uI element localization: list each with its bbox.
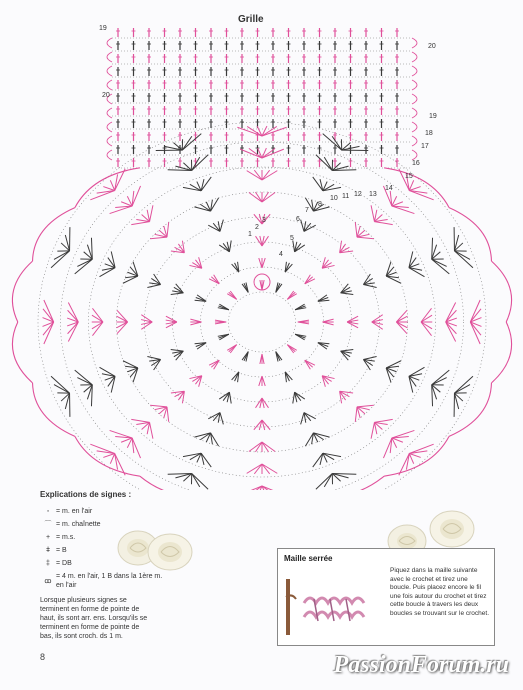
stitch-mark	[316, 155, 332, 171]
legend-item-picot: ꝏ = 4 m. en l'air, 1 B dans la 1ère m. en l'air	[40, 572, 270, 590]
scallop-edge	[33, 208, 75, 262]
hook-illustration	[284, 569, 384, 639]
stitch-mark	[107, 52, 112, 62]
stitch-mark	[254, 170, 262, 180]
stitch-mark	[301, 413, 304, 425]
stitch-mark	[357, 405, 374, 407]
stitch-mark	[412, 94, 417, 104]
row-number-label: 5	[290, 235, 294, 242]
stitch-mark	[117, 310, 128, 322]
stitch-mark	[262, 442, 275, 451]
scallop-edge	[140, 476, 220, 490]
stitch-mark	[363, 284, 376, 287]
stitch-mark	[341, 293, 354, 295]
legend-item: ǂ = B	[40, 546, 270, 555]
stitch-mark	[255, 442, 262, 452]
rose-photo-left	[110, 518, 200, 578]
row-number-label: 17	[421, 143, 429, 150]
stitch-mark	[107, 80, 112, 90]
row-number-label: 11	[342, 193, 350, 200]
stitch-mark	[262, 464, 277, 473]
stitch-mark	[167, 407, 169, 422]
row-number-label: 12	[354, 191, 362, 198]
stitch-mark	[182, 134, 201, 151]
slip-stitch-icon: ⌒	[44, 521, 52, 528]
stitch-mark	[454, 251, 472, 268]
stitch-mark	[229, 392, 231, 403]
stitch-mark	[247, 464, 262, 473]
stitch-mark	[374, 222, 392, 225]
stitch-mark	[131, 419, 149, 422]
stitch-mark	[421, 322, 432, 329]
stitch-instructions-box	[277, 548, 495, 646]
stitch-mark	[412, 38, 417, 48]
legend-item: + = m.s.	[40, 533, 270, 542]
stitch-mark	[301, 220, 304, 232]
legend-heading: Explications de signes :	[40, 490, 132, 499]
stitch-mark	[75, 370, 93, 385]
stitch-mark	[107, 150, 112, 160]
stitch-mark	[249, 442, 262, 451]
stitch-mark	[92, 322, 103, 329]
stitch-heading: Maille serrée	[284, 554, 333, 563]
legend-item: ◦ = m. en l'air	[40, 507, 270, 516]
scallop-edge	[449, 208, 491, 262]
row-number-label: 3	[262, 217, 266, 224]
stitch-mark	[412, 108, 417, 118]
stitch-mark	[208, 413, 220, 419]
stitch-mark	[262, 193, 275, 202]
stitch-mark	[412, 122, 417, 132]
row-number-label: 18	[425, 130, 433, 137]
diagram-title: Grille	[238, 14, 264, 25]
stitch-mark	[357, 237, 374, 239]
row-number-label: 6	[296, 216, 300, 223]
row-number-label: 1	[248, 231, 252, 238]
chain-icon: ◦	[46, 508, 50, 515]
stitch-mark	[229, 241, 231, 252]
stitch-mark	[107, 136, 112, 146]
stitch-mark	[396, 316, 407, 322]
stitch-mark	[432, 370, 450, 385]
stitch-mark	[254, 464, 262, 474]
stitch-mark	[171, 293, 184, 295]
row-number-label: 20	[428, 43, 436, 50]
stitch-mark	[396, 322, 407, 328]
stitch-mark	[150, 205, 153, 221]
stitch-mark	[293, 241, 295, 252]
stitch-mark	[107, 66, 112, 76]
stitch-mark	[249, 193, 262, 202]
stitch-mark	[412, 136, 417, 146]
picot-icon: ꝏ	[44, 577, 52, 585]
legend-item: ⌒ = m. chaînette	[40, 520, 270, 529]
stitch-mark	[150, 405, 167, 407]
stitch-mark	[247, 171, 262, 180]
stitch-mark	[107, 38, 112, 48]
row-number-label: 20	[102, 92, 110, 99]
stitch-mark	[262, 170, 270, 180]
row-number-label: 4	[279, 251, 283, 258]
round-ring	[144, 217, 379, 427]
row-number-label: 19	[99, 25, 107, 32]
legend-item: ‡ = DB	[40, 559, 270, 568]
stitch-mark	[131, 222, 149, 225]
stitch-mark	[396, 310, 407, 322]
stitch-mark	[192, 474, 208, 490]
scallop-edge	[491, 261, 511, 322]
stitch-mark	[262, 464, 270, 474]
row-number-label: 2	[255, 224, 259, 231]
row-number-label: 8	[318, 201, 322, 208]
stitch-mark	[363, 357, 376, 360]
stitch-mark	[355, 222, 357, 237]
single-crochet-icon: +	[45, 534, 51, 541]
stitch-mark	[107, 122, 112, 132]
stitch-mark	[412, 80, 417, 90]
row-number-label: 13	[369, 191, 377, 198]
stitch-mark	[51, 376, 69, 393]
row-number-label: 15	[405, 173, 413, 180]
row-number-label: 14	[385, 185, 393, 192]
stitch-mark	[150, 422, 153, 438]
stitch-mark	[304, 413, 316, 419]
round-ring	[88, 167, 435, 477]
stitch-mark	[432, 259, 450, 274]
round-ring	[228, 292, 295, 352]
stitch-mark	[421, 322, 432, 336]
row-number-label: 16	[412, 160, 420, 167]
stitch-mark	[147, 357, 160, 360]
row-number-label: 19	[429, 113, 437, 120]
stitch-mark	[117, 316, 128, 322]
stitch-mark	[316, 474, 332, 490]
stitch-mark	[51, 251, 69, 268]
stitch-mark	[255, 192, 262, 202]
stitch-mark	[147, 284, 160, 287]
stitch-mark	[117, 322, 128, 328]
stitch-mark	[412, 66, 417, 76]
row-number-label: 10	[330, 195, 338, 202]
stitch-mark	[117, 322, 128, 334]
scallop-edge	[491, 322, 511, 383]
stitch-mark	[341, 349, 354, 351]
scallop-edge	[12, 322, 32, 383]
stitch-mark	[262, 171, 277, 180]
stitch-mark	[220, 413, 223, 425]
stitch-mark	[208, 225, 220, 231]
stitch-mark	[371, 422, 374, 438]
stitch-mark	[421, 308, 432, 322]
grid-section	[107, 28, 417, 168]
stitch-mark	[107, 108, 112, 118]
stitch-mark	[262, 192, 269, 202]
scallop-edge	[449, 383, 491, 437]
stitch-mark	[154, 274, 161, 284]
stitch-mark	[304, 225, 316, 231]
stitch-mark	[421, 315, 432, 322]
stitch-mark	[220, 220, 223, 232]
stitch-mark	[167, 222, 169, 237]
stitch-mark	[92, 322, 103, 336]
stitch-mark	[171, 349, 184, 351]
scallop-edge	[12, 261, 32, 322]
page-number: 8	[40, 652, 46, 662]
legend-note: Lorsque plusieurs signes se terminent en forme de pointe de haut, ils sont arr. ens. Lorsqu'ils se terminent en forme de pointe de bas, ils sont croch. ds 1 m.	[40, 597, 148, 640]
stitch-mark	[454, 376, 472, 393]
double-crochet-icon: ǂ	[45, 547, 51, 554]
stitch-text: Piquez dans la maille suivante avec le crochet et tirez une boucle. Puis placez encore le fil une fois autour du crochet et tirez cette boucle à travers les deux boucles se trouvant sur le crochet.	[390, 567, 489, 617]
scallop-edge	[33, 383, 75, 437]
stitch-mark	[262, 442, 269, 452]
scallop-edge	[304, 476, 384, 490]
stitch-mark	[371, 205, 374, 221]
stitch-mark	[92, 315, 103, 322]
stitch-mark	[92, 308, 103, 322]
watermark: PassionForum.ru	[333, 652, 509, 678]
stitch-mark	[363, 360, 370, 370]
treble-icon: ‡	[46, 560, 50, 567]
stitch-mark	[355, 407, 357, 422]
row-number-label: 7	[305, 207, 309, 214]
stitch-mark	[412, 150, 417, 160]
doily-section	[12, 122, 511, 490]
stitch-mark	[412, 52, 417, 62]
stitch-mark	[293, 392, 295, 403]
stitch-mark	[396, 322, 407, 334]
stitch-mark	[150, 237, 167, 239]
stitch-mark	[374, 419, 392, 422]
stitch-mark	[75, 259, 93, 274]
